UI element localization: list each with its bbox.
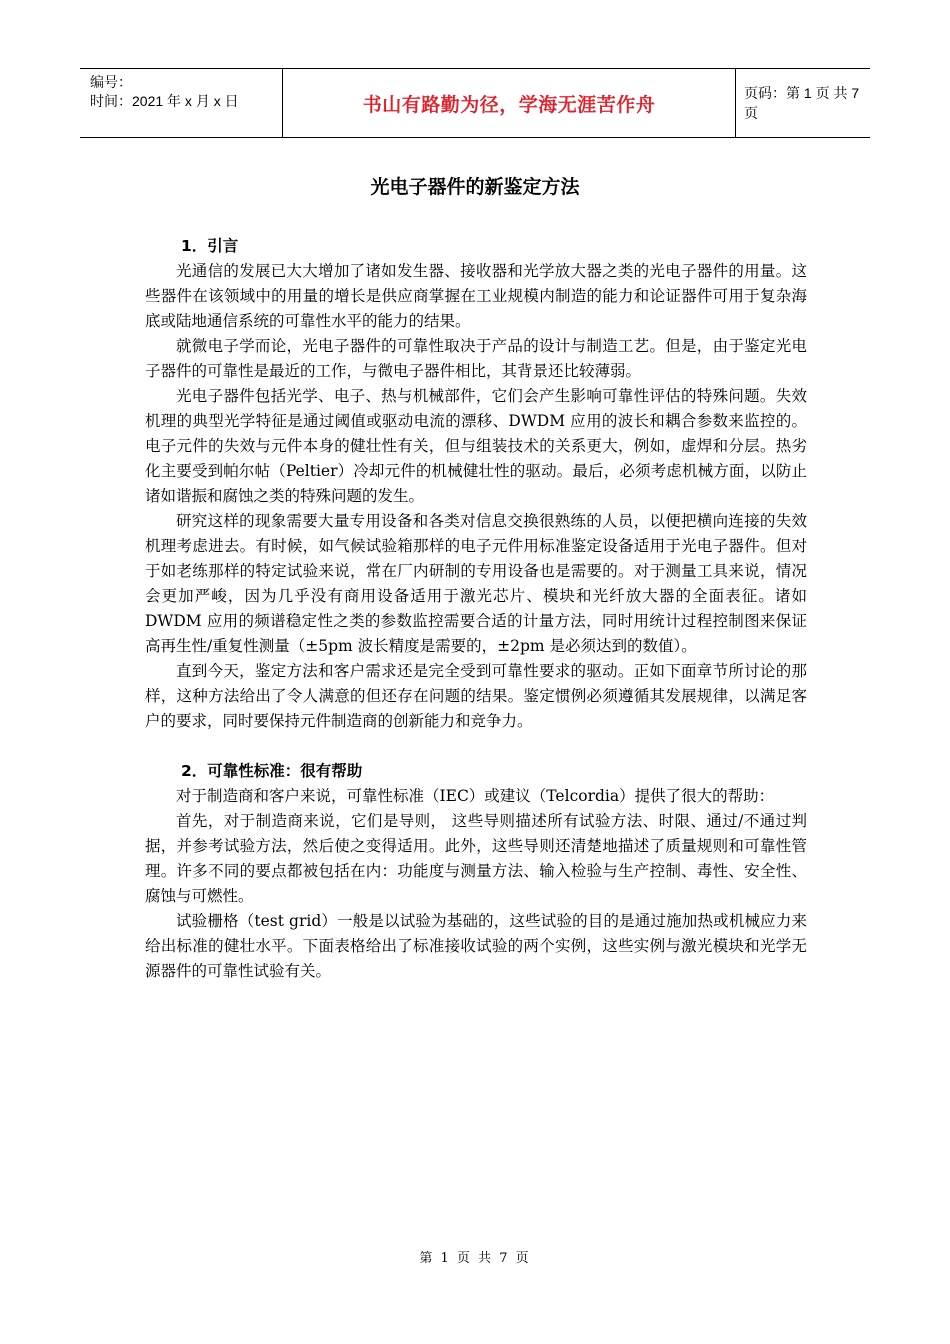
paragraph: 直到今天，鉴定方法和客户需求还是完全受到可靠性要求的驱动。正如下面章节所讨论的那样，这种方法给出了令人满意的但还存在问题的结果。鉴定惯例必须遵循其发展规律，以满足客户的要求，同时要保持元件制造商的创新能力和竞争力。 (145, 662, 807, 730)
header-page-cell (734, 69, 870, 137)
paragraph: 首先，对于制造商来说，它们是导则， 这些导则描述所有试验方法、时限、通过/不通过判据，并参考试验方法，然后使之变得适用。此外，这些导则还清楚地描述了质量规则和可靠性管理。许多不同的要点都被包括在内：功能度与测量方法、输入检验与生产控制、毒性、安全性、腐蚀与可燃性。 (145, 812, 807, 905)
page-footer: 第 1 页 共 7 页 (419, 1251, 531, 1266)
section-heading-intro: 1．引言 (181, 237, 239, 255)
paragraph: 研究这样的现象需要大量专用设备和各类对信息交换很熟练的人员，以便把横向连接的失效机理考虑进去。有时候，如气候试验箱那样的电子元件用标准鉴定设备适用于光电子器件。但对于如老练那样的特定试验来说，常在厂内研制的专用设备也是需要的。对于测量工具来说，情况会更加严峻，因为几乎没有商用设备适用于激光芯片、模块和光纤放大器的全面表征。诸如 DWDM 应用的频谱稳定性之类的参数监控需要合适的计量方法，同时用统计过程控制图来保证高再生性/重复性测量（±5pm 波长精度是需要的，±2pm 是必须达到的数值）。 (145, 512, 807, 655)
document-body (145, 234, 807, 984)
paragraph: 试验栅格（test grid）一般是以试验为基础的，这些试验的目的是通过施加热或机械应力来给出标准的健壮水平。下面表格给出了标准接收试验的两个实例，这些实例与激光模块和光学无源器件的可靠性试验有关。 (145, 912, 807, 980)
number-label: 编号： (90, 74, 132, 90)
page-label: 页码：第 1 页 共 7 页 (744, 85, 860, 121)
paragraph: 光电子器件包括光学、电子、热与机械部件，它们会产生影响可靠性评估的特殊问题。失效机理的典型光学特征是通过阈值或驱动电流的漂移、DWDM 应用的波长和耦合参数来监控的。电子元件的失效与元件本身的健壮性有关，但与组装技术的关系更大，例如，虚焊和分层。热劣化主要受到帕尔帖（Peltier）冷却元件的机械健壮性的驱动。最后，必须考虑机械方面，以防止诸如谐振和腐蚀之类的特殊问题的发生。 (145, 387, 807, 505)
document-header (80, 68, 870, 138)
document-title: 光电子器件的新鉴定方法 (370, 176, 580, 198)
time-label: 时间：2021 年 x 月 x 日 (90, 93, 239, 109)
header-info-cell (80, 69, 282, 137)
header-motto-cell (282, 69, 736, 137)
section-heading-reliability: 2．可靠性标准：很有帮助 (181, 762, 363, 780)
paragraph: 光通信的发展已大大增加了诸如发生器、接收器和光学放大器之类的光电子器件的用量。这些器件在该领域中的用量的增长是供应商掌握在工业规模内制造的能力和论证器件可用于复杂海底或陆地通信系统的可靠性水平的能力的结果。 (145, 262, 807, 330)
paragraph: 对于制造商和客户来说，可靠性标准（IEC）或建议（Telcordia）提供了很大的帮助： (176, 787, 775, 805)
motto-text: 书山有路勤为径，学海无涯苦作舟 (362, 93, 656, 116)
paragraph: 就微电子学而论，光电子器件的可靠性取决于产品的设计与制造工艺。但是，由于鉴定光电子器件的可靠性是最近的工作，与微电子器件相比，其背景还比较薄弱。 (145, 337, 807, 380)
